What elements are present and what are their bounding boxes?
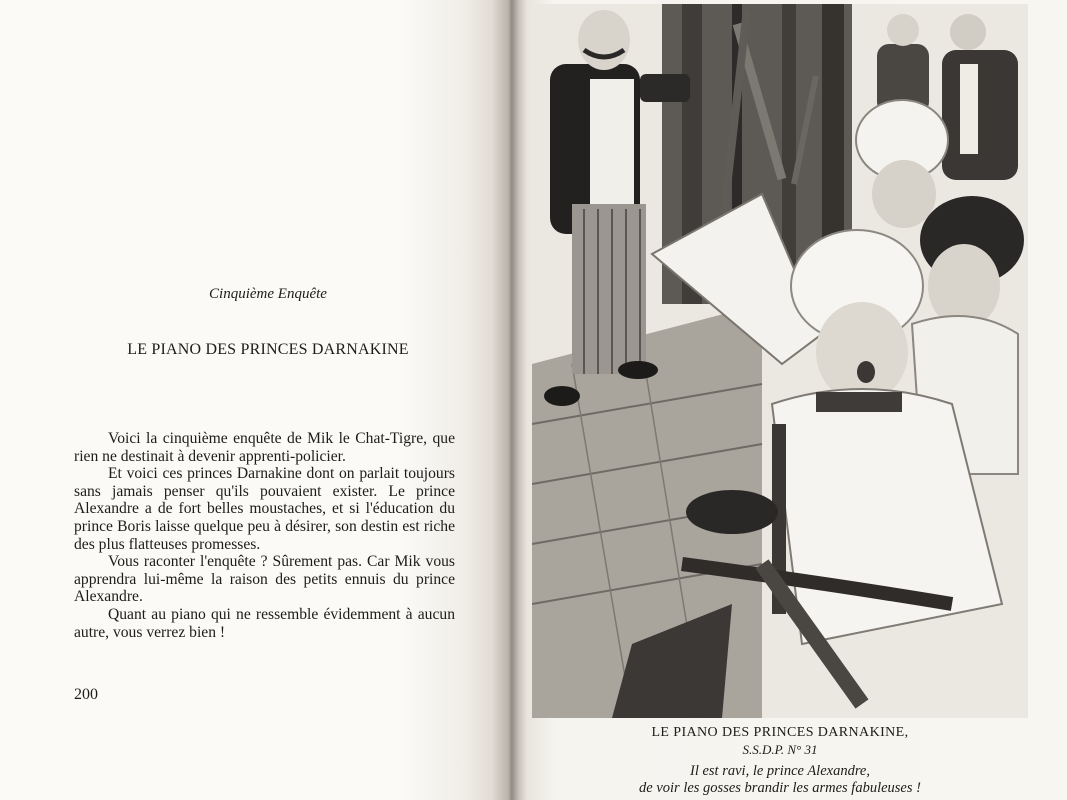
chapter-title: LE PIANO DES PRINCES DARNAKINE <box>127 341 409 358</box>
chapter-label: Cinquième Enquête <box>209 286 327 302</box>
illustration-caption-line: de voir les gosses brandir les armes fabuleuses ! <box>639 780 921 796</box>
book-gutter <box>493 0 527 800</box>
page-number: 200 <box>74 686 98 703</box>
illustration-drawing <box>532 4 1028 718</box>
illustration-caption-title: LE PIANO DES PRINCES DARNAKINE, <box>651 725 909 740</box>
paragraph: Vous raconter l'enquête ? Sûrement pas. Car Mik vous apprendra lui-même la raison des petits ennuis du prince Alexandre. <box>74 553 455 606</box>
illustration <box>532 4 1028 718</box>
left-page <box>0 0 500 800</box>
paragraph: Voici la cinquième enquête de Mik le Chat-Tigre, que rien ne destinait à devenir apprenti-policier. <box>74 430 455 465</box>
paragraph: Et voici ces princes Darnakine dont on parlait toujours sans jamais penser qu'ils pouvaient exister. Le prince Alexandre a de fort belles moustaches, et si l'éducation du prince Boris laisse quelque peu à désirer, son destin est riche des plus flatteuses promesses. <box>74 465 455 553</box>
chapter-intro-text <box>74 430 455 641</box>
illustration-caption-line: Il est ravi, le prince Alexandre, <box>690 763 870 779</box>
paragraph: Quant au piano qui ne ressemble évidemment à aucun autre, vous verrez bien ! <box>74 605 455 641</box>
illustration-caption-subtitle: S.S.D.P. N° 31 <box>742 742 818 757</box>
